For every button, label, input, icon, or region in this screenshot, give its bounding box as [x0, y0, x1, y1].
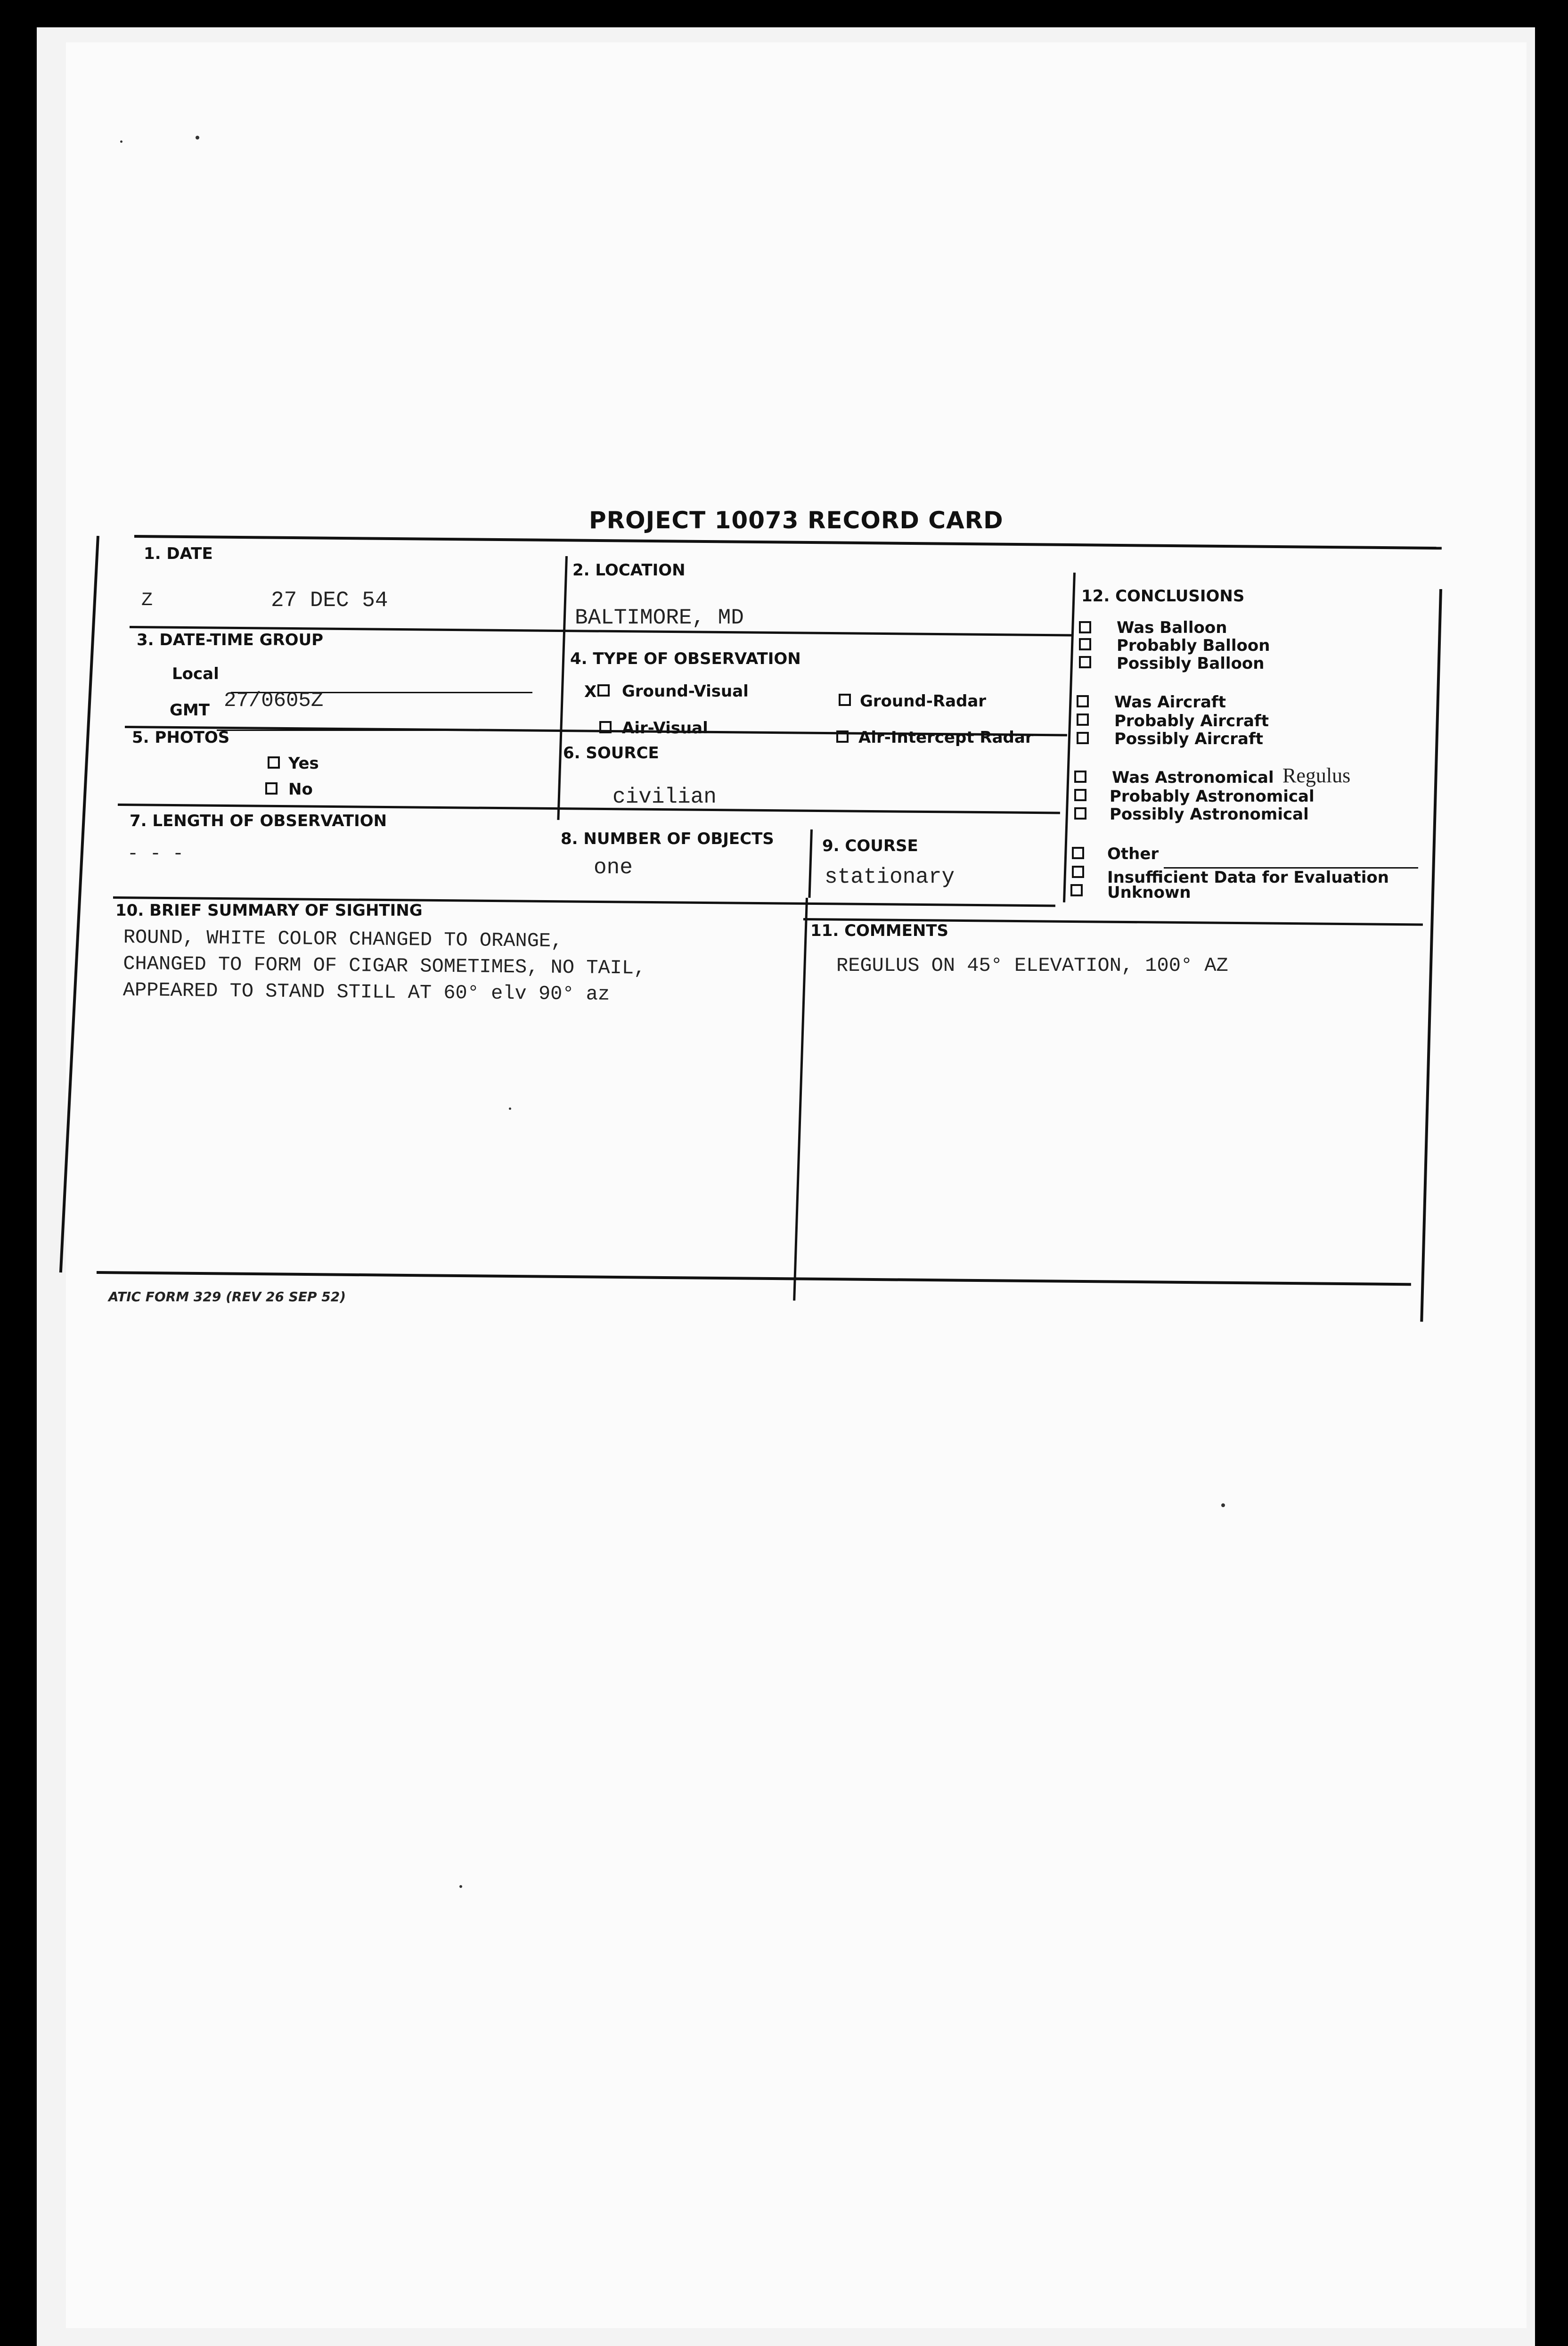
possibly-astronomical-checkbox[interactable] [1074, 807, 1086, 820]
summary-label: 10. BRIEF SUMMARY OF SIGHTING [115, 901, 423, 920]
photos-label: 5. PHOTOS [132, 728, 230, 747]
air-intercept-radar-option: Air-Intercept Radar [858, 728, 1033, 747]
insufficient-data-option: Insufficient Data for Evaluation [1107, 868, 1389, 887]
form-number: ATIC FORM 329 (REV 26 SEP 52) [108, 1289, 346, 1304]
ground-visual-option: Ground-Visual [622, 682, 749, 701]
course-label: 9. COURSE [822, 837, 918, 855]
local-label: Local [172, 664, 219, 683]
date-value: 27 DEC 54 [271, 588, 388, 613]
ground-visual-mark: X [584, 682, 597, 701]
probably-balloon-checkbox[interactable] [1079, 638, 1091, 650]
type-of-observation-label: 4. TYPE OF OBSERVATION [570, 649, 801, 668]
gmt-underline [217, 730, 528, 731]
probably-aircraft-checkbox[interactable] [1077, 714, 1089, 726]
was-aircraft-option: Was Aircraft [1114, 693, 1226, 712]
conclusions-label: 12. CONCLUSIONS [1081, 587, 1245, 606]
possibly-aircraft-checkbox[interactable] [1077, 732, 1089, 744]
location-value: BALTIMORE, MD [575, 606, 744, 630]
was-balloon-checkbox[interactable] [1079, 621, 1091, 633]
dust-speck [196, 136, 199, 139]
number-of-objects-label: 8. NUMBER OF OBJECTS [561, 829, 774, 848]
was-aircraft-checkbox[interactable] [1077, 695, 1089, 707]
length-of-observation-value: - - - [127, 844, 184, 865]
dust-speck [509, 1107, 511, 1110]
date-label: 1. DATE [144, 544, 213, 563]
location-label: 2. LOCATION [572, 561, 686, 580]
photos-no-option: No [288, 780, 313, 799]
date-prefix: Z [141, 590, 153, 611]
gmt-value: 27/0605Z [224, 689, 324, 713]
ground-radar-checkbox[interactable] [839, 694, 851, 706]
unknown-option: Unknown [1107, 883, 1191, 902]
summary-line: APPEARED TO STAND STILL AT 60° elv 90° az [122, 978, 610, 1006]
number-of-objects-value: one [594, 855, 633, 880]
photos-yes-option: Yes [288, 754, 319, 773]
course-value: stationary [825, 865, 955, 889]
air-visual-checkbox[interactable] [599, 721, 612, 733]
summary-line: CHANGED TO FORM OF CIGAR SOMETIMES, NO TAIL, [123, 952, 646, 980]
datetime-group-label: 3. DATE-TIME GROUP [137, 631, 324, 649]
ground-radar-option: Ground-Radar [860, 692, 987, 711]
source-label: 6. SOURCE [563, 744, 659, 763]
dust-speck [459, 1885, 462, 1888]
astronomical-note: Regulus [1282, 764, 1351, 787]
probably-astronomical-checkbox[interactable] [1074, 789, 1086, 801]
possibly-balloon-checkbox[interactable] [1079, 656, 1091, 668]
possibly-astronomical-option: Possibly Astronomical [1110, 805, 1309, 824]
possibly-balloon-option: Possibly Balloon [1117, 654, 1265, 673]
summary-text [123, 926, 646, 1010]
unknown-checkbox[interactable] [1070, 884, 1083, 896]
comments-label: 11. COMMENTS [810, 921, 948, 940]
summary-line: ROUND, WHITE COLOR CHANGED TO ORANGE, [123, 926, 563, 953]
card-title: PROJECT 10073 RECORD CARD [589, 507, 1004, 534]
gmt-label: GMT [170, 701, 210, 720]
dust-speck [1221, 1503, 1225, 1507]
ground-visual-checkbox[interactable] [597, 684, 610, 697]
was-astronomical-checkbox[interactable] [1074, 771, 1086, 783]
photos-no-checkbox[interactable] [265, 782, 278, 795]
air-visual-option: Air-Visual [622, 719, 708, 738]
comments-value: REGULUS ON 45° ELEVATION, 100° AZ [836, 954, 1228, 977]
was-balloon-option: Was Balloon [1117, 618, 1227, 637]
possibly-aircraft-option: Possibly Aircraft [1114, 730, 1264, 748]
probably-aircraft-option: Probably Aircraft [1114, 712, 1269, 730]
photos-yes-checkbox[interactable] [268, 756, 280, 769]
air-intercept-radar-checkbox[interactable] [836, 730, 849, 743]
insufficient-data-checkbox[interactable] [1072, 866, 1084, 878]
source-value: civilian [612, 785, 717, 809]
probably-balloon-option: Probably Balloon [1117, 636, 1270, 655]
dust-speck [120, 140, 122, 143]
was-astronomical-option: Was Astronomical [1112, 768, 1274, 787]
other-option: Other [1107, 845, 1159, 863]
other-checkbox[interactable] [1072, 847, 1084, 859]
length-of-observation-label: 7. LENGTH OF OBSERVATION [130, 812, 387, 830]
probably-astronomical-option: Probably Astronomical [1110, 787, 1315, 806]
